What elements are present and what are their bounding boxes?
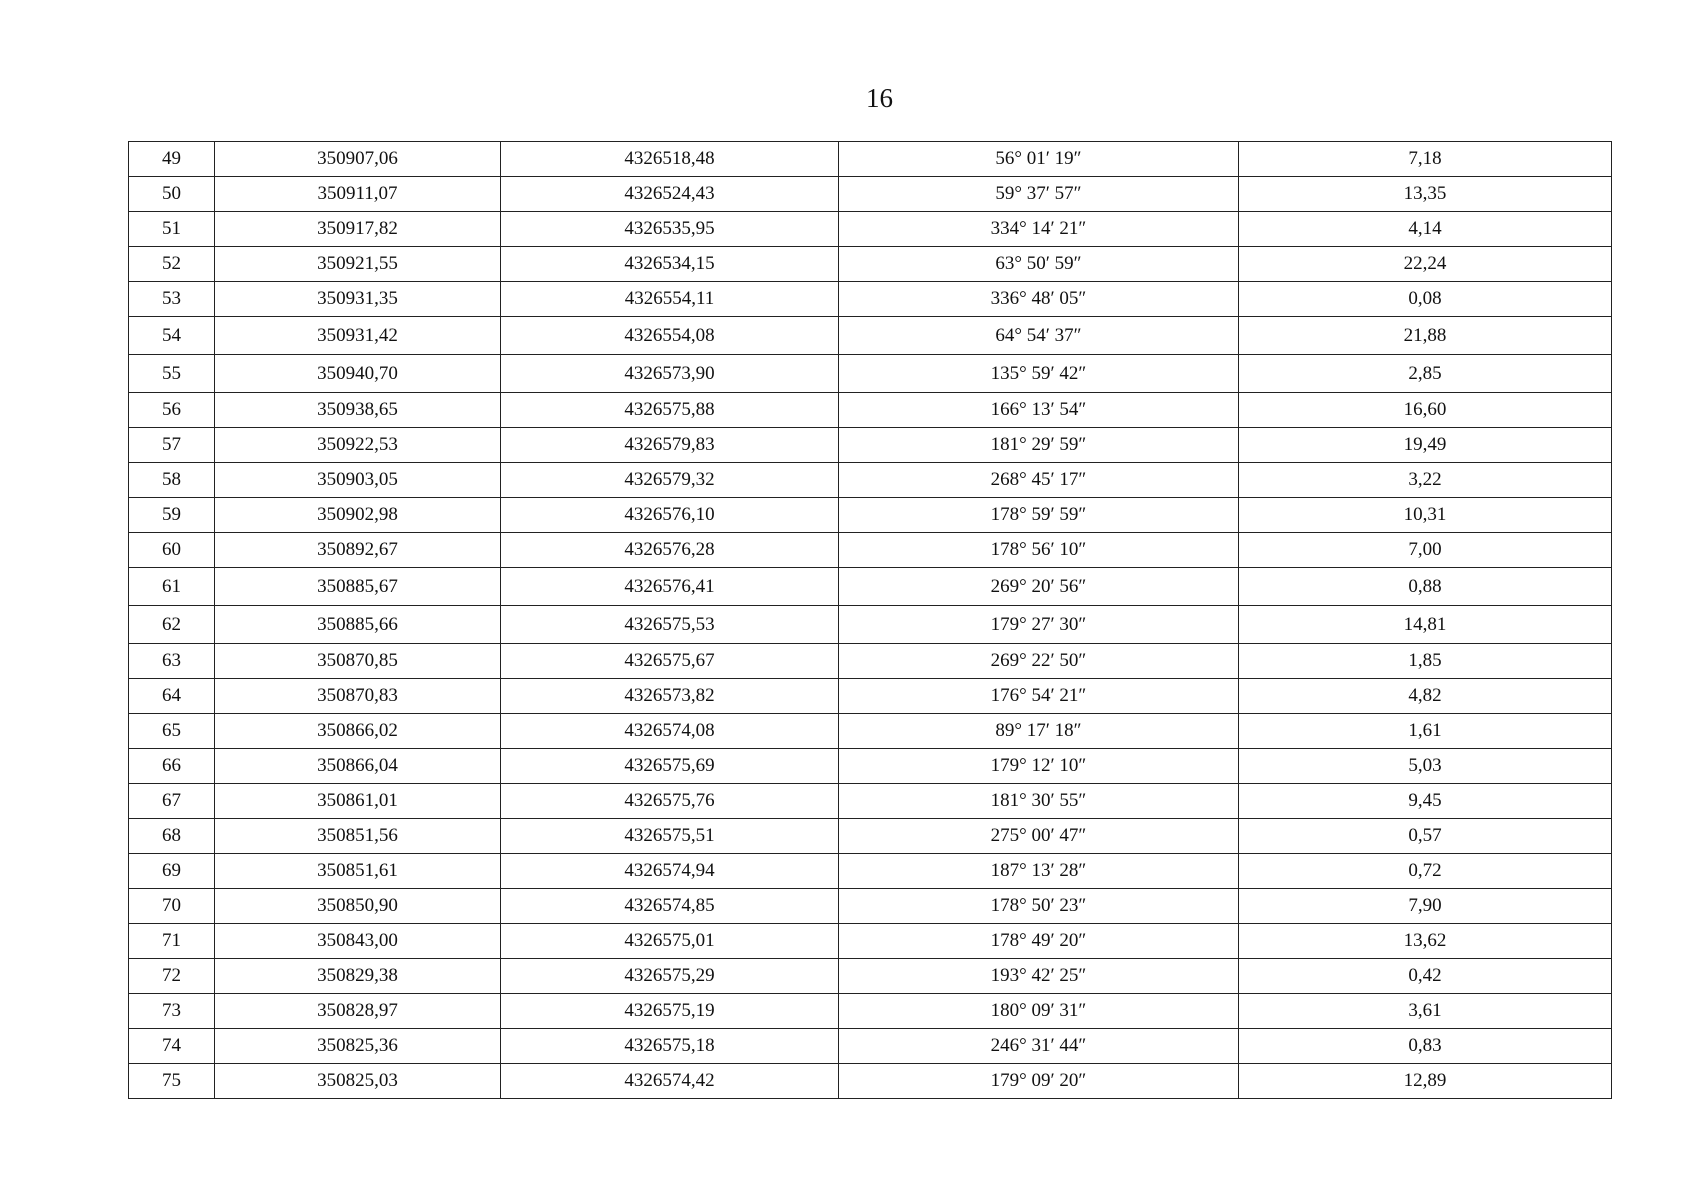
distance-cell: 9,45 xyxy=(1239,784,1612,819)
y-coordinate-cell: 4326575,76 xyxy=(501,784,839,819)
y-coordinate-cell: 4326575,88 xyxy=(501,393,839,428)
distance-cell: 4,82 xyxy=(1239,679,1612,714)
point-number-cell: 58 xyxy=(129,463,215,498)
distance-cell: 13,62 xyxy=(1239,924,1612,959)
point-number-cell: 53 xyxy=(129,282,215,317)
coordinates-table-body xyxy=(129,142,1612,1099)
table-row xyxy=(129,1064,1612,1099)
y-coordinate-cell: 4326518,48 xyxy=(501,142,839,177)
direction-angle-cell: 178° 56′ 10″ xyxy=(839,533,1239,568)
direction-angle-cell: 56° 01′ 19″ xyxy=(839,142,1239,177)
table-row xyxy=(129,533,1612,568)
direction-angle-cell: 180° 09′ 31″ xyxy=(839,994,1239,1029)
y-coordinate-cell: 4326575,29 xyxy=(501,959,839,994)
distance-cell: 14,81 xyxy=(1239,606,1612,644)
point-number-cell: 50 xyxy=(129,177,215,212)
y-coordinate-cell: 4326574,08 xyxy=(501,714,839,749)
point-number-cell: 66 xyxy=(129,749,215,784)
distance-cell: 0,72 xyxy=(1239,854,1612,889)
direction-angle-cell: 63° 50′ 59″ xyxy=(839,247,1239,282)
table-row xyxy=(129,355,1612,393)
x-coordinate-cell: 350851,61 xyxy=(215,854,501,889)
y-coordinate-cell: 4326573,82 xyxy=(501,679,839,714)
point-number-cell: 49 xyxy=(129,142,215,177)
y-coordinate-cell: 4326576,41 xyxy=(501,568,839,606)
x-coordinate-cell: 350885,66 xyxy=(215,606,501,644)
x-coordinate-cell: 350870,85 xyxy=(215,644,501,679)
table-row xyxy=(129,749,1612,784)
table-row xyxy=(129,644,1612,679)
point-number-cell: 60 xyxy=(129,533,215,568)
x-coordinate-cell: 350828,97 xyxy=(215,994,501,1029)
distance-cell: 12,89 xyxy=(1239,1064,1612,1099)
direction-angle-cell: 193° 42′ 25″ xyxy=(839,959,1239,994)
point-number-cell: 51 xyxy=(129,212,215,247)
point-number-cell: 69 xyxy=(129,854,215,889)
x-coordinate-cell: 350870,83 xyxy=(215,679,501,714)
distance-cell: 13,35 xyxy=(1239,177,1612,212)
direction-angle-cell: 176° 54′ 21″ xyxy=(839,679,1239,714)
x-coordinate-cell: 350866,02 xyxy=(215,714,501,749)
direction-angle-cell: 275° 00′ 47″ xyxy=(839,819,1239,854)
distance-cell: 7,90 xyxy=(1239,889,1612,924)
direction-angle-cell: 269° 20′ 56″ xyxy=(839,568,1239,606)
direction-angle-cell: 336° 48′ 05″ xyxy=(839,282,1239,317)
direction-angle-cell: 187° 13′ 28″ xyxy=(839,854,1239,889)
y-coordinate-cell: 4326579,32 xyxy=(501,463,839,498)
distance-cell: 1,61 xyxy=(1239,714,1612,749)
table-row xyxy=(129,142,1612,177)
y-coordinate-cell: 4326575,19 xyxy=(501,994,839,1029)
distance-cell: 0,08 xyxy=(1239,282,1612,317)
point-number-cell: 73 xyxy=(129,994,215,1029)
distance-cell: 22,24 xyxy=(1239,247,1612,282)
table-row xyxy=(129,959,1612,994)
point-number-cell: 70 xyxy=(129,889,215,924)
point-number-cell: 56 xyxy=(129,393,215,428)
table-row xyxy=(129,924,1612,959)
direction-angle-cell: 64° 54′ 37″ xyxy=(839,317,1239,355)
distance-cell: 19,49 xyxy=(1239,428,1612,463)
direction-angle-cell: 179° 27′ 30″ xyxy=(839,606,1239,644)
y-coordinate-cell: 4326576,10 xyxy=(501,498,839,533)
table-row xyxy=(129,393,1612,428)
x-coordinate-cell: 350903,05 xyxy=(215,463,501,498)
distance-cell: 3,61 xyxy=(1239,994,1612,1029)
y-coordinate-cell: 4326575,67 xyxy=(501,644,839,679)
x-coordinate-cell: 350843,00 xyxy=(215,924,501,959)
y-coordinate-cell: 4326574,94 xyxy=(501,854,839,889)
table-row xyxy=(129,819,1612,854)
table-row xyxy=(129,498,1612,533)
direction-angle-cell: 334° 14′ 21″ xyxy=(839,212,1239,247)
distance-cell: 0,83 xyxy=(1239,1029,1612,1064)
distance-cell: 1,85 xyxy=(1239,644,1612,679)
direction-angle-cell: 178° 50′ 23″ xyxy=(839,889,1239,924)
x-coordinate-cell: 350850,90 xyxy=(215,889,501,924)
point-number-cell: 54 xyxy=(129,317,215,355)
y-coordinate-cell: 4326524,43 xyxy=(501,177,839,212)
y-coordinate-cell: 4326575,18 xyxy=(501,1029,839,1064)
table-row xyxy=(129,282,1612,317)
direction-angle-cell: 178° 59′ 59″ xyxy=(839,498,1239,533)
point-number-cell: 64 xyxy=(129,679,215,714)
x-coordinate-cell: 350902,98 xyxy=(215,498,501,533)
direction-angle-cell: 135° 59′ 42″ xyxy=(839,355,1239,393)
table-row xyxy=(129,854,1612,889)
x-coordinate-cell: 350922,53 xyxy=(215,428,501,463)
x-coordinate-cell: 350825,03 xyxy=(215,1064,501,1099)
table-row xyxy=(129,247,1612,282)
y-coordinate-cell: 4326574,85 xyxy=(501,889,839,924)
x-coordinate-cell: 350911,07 xyxy=(215,177,501,212)
table-row xyxy=(129,889,1612,924)
point-number-cell: 61 xyxy=(129,568,215,606)
distance-cell: 0,88 xyxy=(1239,568,1612,606)
table-row xyxy=(129,568,1612,606)
direction-angle-cell: 178° 49′ 20″ xyxy=(839,924,1239,959)
table-row xyxy=(129,679,1612,714)
direction-angle-cell: 181° 29′ 59″ xyxy=(839,428,1239,463)
page-number: 16 xyxy=(866,83,893,113)
x-coordinate-cell: 350931,42 xyxy=(215,317,501,355)
direction-angle-cell: 246° 31′ 44″ xyxy=(839,1029,1239,1064)
x-coordinate-cell: 350866,04 xyxy=(215,749,501,784)
distance-cell: 2,85 xyxy=(1239,355,1612,393)
distance-cell: 0,57 xyxy=(1239,819,1612,854)
point-number-cell: 71 xyxy=(129,924,215,959)
point-number-cell: 67 xyxy=(129,784,215,819)
point-number-cell: 75 xyxy=(129,1064,215,1099)
point-number-cell: 65 xyxy=(129,714,215,749)
y-coordinate-cell: 4326573,90 xyxy=(501,355,839,393)
x-coordinate-cell: 350851,56 xyxy=(215,819,501,854)
y-coordinate-cell: 4326575,69 xyxy=(501,749,839,784)
table-row xyxy=(129,784,1612,819)
y-coordinate-cell: 4326554,08 xyxy=(501,317,839,355)
table-row xyxy=(129,606,1612,644)
distance-cell: 21,88 xyxy=(1239,317,1612,355)
x-coordinate-cell: 350885,67 xyxy=(215,568,501,606)
y-coordinate-cell: 4326535,95 xyxy=(501,212,839,247)
table-row xyxy=(129,1029,1612,1064)
x-coordinate-cell: 350892,67 xyxy=(215,533,501,568)
point-number-cell: 68 xyxy=(129,819,215,854)
x-coordinate-cell: 350921,55 xyxy=(215,247,501,282)
x-coordinate-cell: 350825,36 xyxy=(215,1029,501,1064)
point-number-cell: 63 xyxy=(129,644,215,679)
direction-angle-cell: 179° 12′ 10″ xyxy=(839,749,1239,784)
x-coordinate-cell: 350907,06 xyxy=(215,142,501,177)
x-coordinate-cell: 350917,82 xyxy=(215,212,501,247)
distance-cell: 16,60 xyxy=(1239,393,1612,428)
distance-cell: 4,14 xyxy=(1239,212,1612,247)
point-number-cell: 72 xyxy=(129,959,215,994)
direction-angle-cell: 179° 09′ 20″ xyxy=(839,1064,1239,1099)
direction-angle-cell: 268° 45′ 17″ xyxy=(839,463,1239,498)
distance-cell: 7,18 xyxy=(1239,142,1612,177)
y-coordinate-cell: 4326534,15 xyxy=(501,247,839,282)
point-number-cell: 59 xyxy=(129,498,215,533)
coordinates-table xyxy=(128,141,1612,1099)
direction-angle-cell: 59° 37′ 57″ xyxy=(839,177,1239,212)
x-coordinate-cell: 350940,70 xyxy=(215,355,501,393)
distance-cell: 3,22 xyxy=(1239,463,1612,498)
direction-angle-cell: 166° 13′ 54″ xyxy=(839,393,1239,428)
distance-cell: 10,31 xyxy=(1239,498,1612,533)
y-coordinate-cell: 4326576,28 xyxy=(501,533,839,568)
direction-angle-cell: 181° 30′ 55″ xyxy=(839,784,1239,819)
distance-cell: 7,00 xyxy=(1239,533,1612,568)
point-number-cell: 62 xyxy=(129,606,215,644)
table-row xyxy=(129,428,1612,463)
y-coordinate-cell: 4326575,53 xyxy=(501,606,839,644)
point-number-cell: 52 xyxy=(129,247,215,282)
point-number-cell: 55 xyxy=(129,355,215,393)
table-row xyxy=(129,177,1612,212)
x-coordinate-cell: 350861,01 xyxy=(215,784,501,819)
table-row xyxy=(129,212,1612,247)
x-coordinate-cell: 350931,35 xyxy=(215,282,501,317)
table-row xyxy=(129,714,1612,749)
y-coordinate-cell: 4326574,42 xyxy=(501,1064,839,1099)
distance-cell: 0,42 xyxy=(1239,959,1612,994)
y-coordinate-cell: 4326554,11 xyxy=(501,282,839,317)
y-coordinate-cell: 4326579,83 xyxy=(501,428,839,463)
x-coordinate-cell: 350829,38 xyxy=(215,959,501,994)
table-row xyxy=(129,463,1612,498)
direction-angle-cell: 269° 22′ 50″ xyxy=(839,644,1239,679)
x-coordinate-cell: 350938,65 xyxy=(215,393,501,428)
table-row xyxy=(129,994,1612,1029)
distance-cell: 5,03 xyxy=(1239,749,1612,784)
y-coordinate-cell: 4326575,01 xyxy=(501,924,839,959)
y-coordinate-cell: 4326575,51 xyxy=(501,819,839,854)
table-row xyxy=(129,317,1612,355)
point-number-cell: 57 xyxy=(129,428,215,463)
point-number-cell: 74 xyxy=(129,1029,215,1064)
direction-angle-cell: 89° 17′ 18″ xyxy=(839,714,1239,749)
